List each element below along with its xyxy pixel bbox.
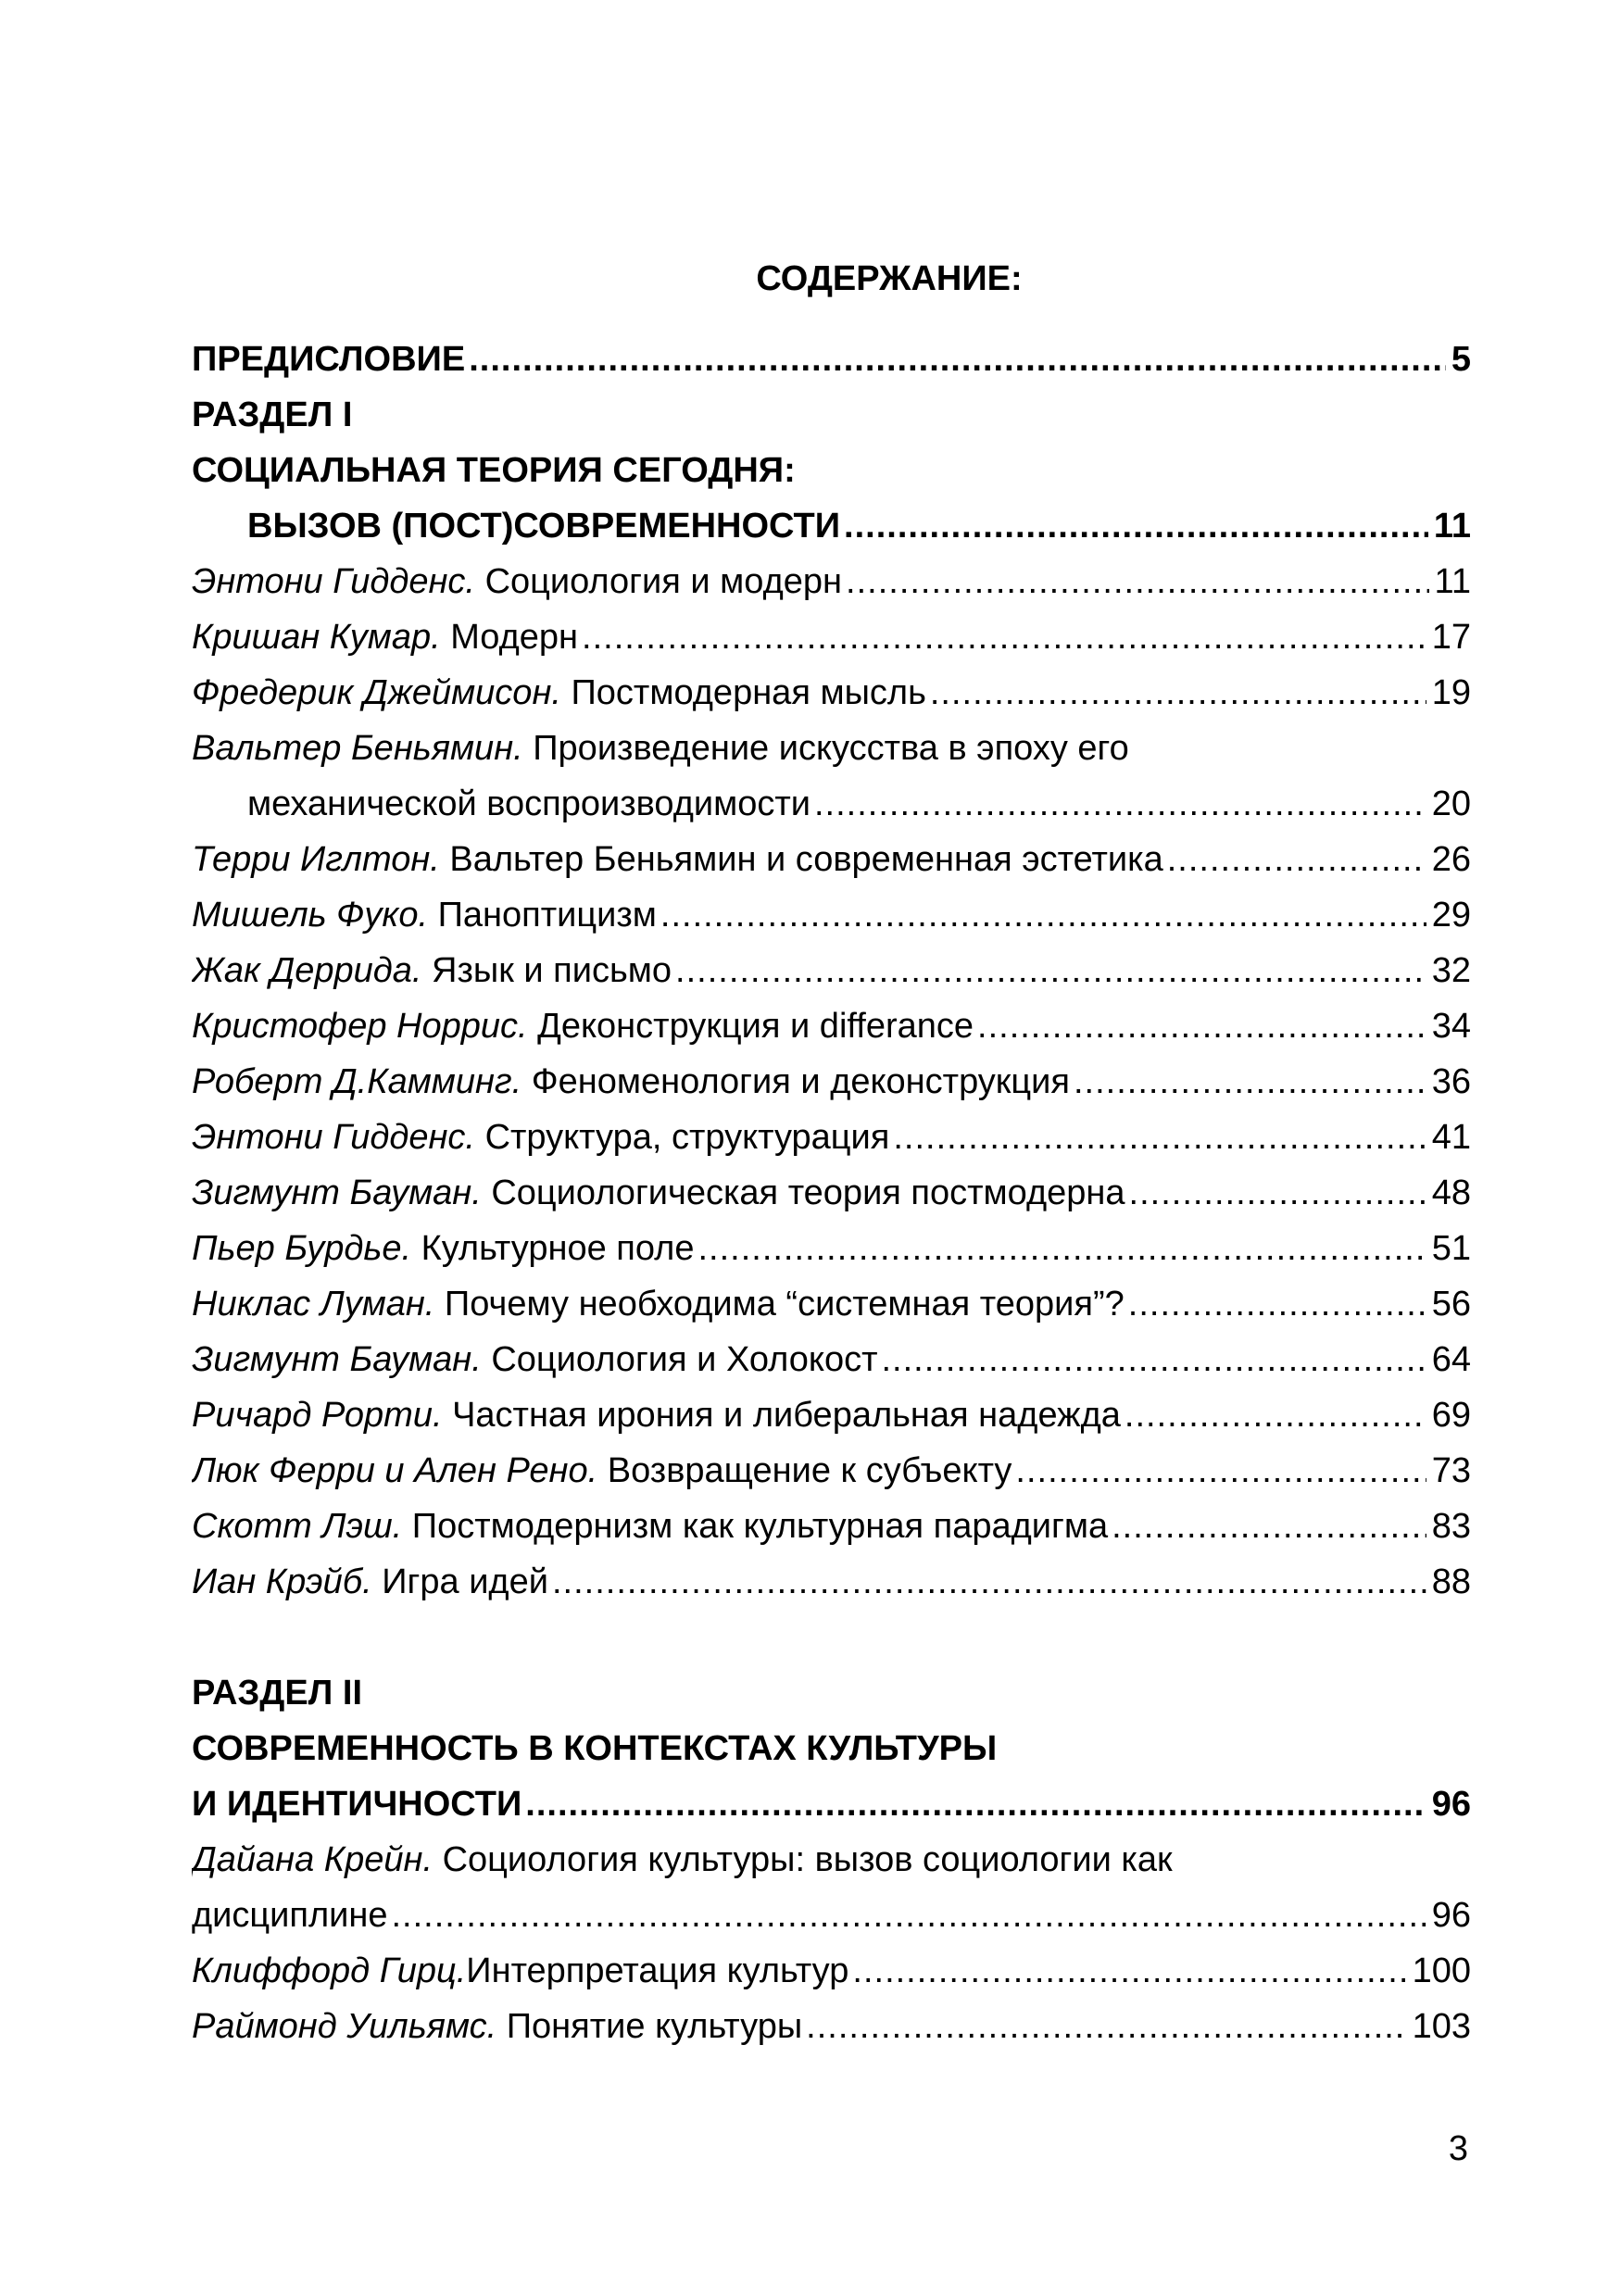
entry-page: 83	[1431, 1507, 1471, 1546]
section1-subtitle-row	[247, 498, 1471, 554]
entry-page: 88	[1431, 1562, 1471, 1601]
entry-title: Частная ирония и либеральная надежда	[452, 1396, 1121, 1435]
entry-author: Фредерик Джеймисон.	[192, 673, 561, 712]
entry-title: Язык и письмо	[432, 951, 672, 990]
section1-label: РАЗДЕЛ I	[192, 395, 353, 434]
dot-leader	[660, 887, 1426, 943]
entry-title: Произведение искусства в эпоху его	[533, 729, 1129, 768]
entry-page: 29	[1431, 896, 1471, 935]
entry-page: 64	[1431, 1340, 1471, 1379]
entry-title: Социология и Холокост	[491, 1340, 878, 1379]
entry-author: Клиффорд Гирц.	[192, 1951, 467, 1990]
dot-leader	[806, 1999, 1406, 2054]
entry-author: Иан Крэйб.	[192, 1562, 372, 1601]
entry-title-continuation: механической воспроизводимости	[247, 784, 810, 823]
dot-leader	[814, 776, 1426, 832]
entry-author: Мишель Фуко.	[192, 896, 429, 935]
entry-title: Возвращение к субъекту	[607, 1451, 1012, 1490]
dot-leader	[1167, 832, 1426, 887]
entry-title: Феноменология и деконструкция	[531, 1062, 1070, 1101]
dot-leader	[697, 1221, 1426, 1276]
dot-leader	[1112, 1499, 1426, 1554]
dot-leader	[844, 498, 1428, 554]
entry-page: 96	[1431, 1896, 1471, 1935]
toc-entry	[192, 1276, 1471, 1332]
entry-page: 73	[1431, 1451, 1471, 1490]
entry-author: Ричард Рорти.	[192, 1396, 443, 1435]
toc-entry	[192, 1221, 1471, 1276]
entry-title: Вальтер Беньямин и современная эстетика	[449, 840, 1163, 879]
toc-entry	[192, 1943, 1471, 1999]
toc-entry	[192, 998, 1471, 1054]
entry-author: Энтони Гидденс.	[192, 562, 475, 601]
section2-label: РАЗДЕЛ II	[192, 1674, 363, 1713]
entry-title: Понятие культуры	[506, 2007, 803, 2046]
entry-title: Социология и модерн	[484, 562, 843, 601]
toc-entry	[192, 1999, 1471, 2054]
toc-entry	[192, 832, 1471, 887]
entry-page: 69	[1431, 1396, 1471, 1435]
entry-author: Раймонд Уильямс.	[192, 2007, 497, 2046]
dot-leader	[893, 1110, 1426, 1165]
entry-title: Социологическая теория постмодерна	[491, 1173, 1125, 1212]
toc-entry	[192, 1387, 1471, 1443]
toc-entry	[192, 1554, 1471, 1610]
preface-page: 5	[1451, 340, 1471, 379]
section1-title: СОЦИАЛЬНАЯ ТЕОРИЯ СЕГОДНЯ:	[192, 451, 796, 490]
section1-subtitle: ВЫЗОВ (ПОСТ)СОВРЕМЕННОСТИ	[247, 507, 841, 546]
toc-entry-continuation	[247, 776, 1471, 832]
dot-leader	[1129, 1165, 1426, 1221]
entry-author: Зигмунт Бауман.	[192, 1340, 482, 1379]
section1-page: 11	[1433, 507, 1471, 546]
section2-subtitle: И ИДЕНТИЧНОСТИ	[192, 1785, 522, 1824]
dot-leader	[846, 554, 1429, 609]
dot-leader	[582, 609, 1426, 665]
dot-leader	[1074, 1054, 1426, 1110]
entry-author: Роберт Д.Камминг.	[192, 1062, 522, 1101]
entry-author: Зигмунт Бауман.	[192, 1173, 482, 1212]
entry-page: 103	[1412, 2007, 1471, 2046]
dot-leader	[1128, 1276, 1426, 1332]
toc-entry	[192, 1499, 1471, 1554]
toc-entry	[192, 1054, 1471, 1110]
toc-entry-continuation	[192, 1888, 1471, 1943]
dot-leader	[525, 1776, 1426, 1832]
entry-page: 34	[1431, 1007, 1471, 1046]
toc-entry	[192, 609, 1471, 665]
section2-page: 96	[1431, 1785, 1471, 1824]
section2-title: СОВРЕМЕННОСТЬ В КОНТЕКСТАХ КУЛЬТУРЫ	[192, 1729, 998, 1768]
dot-leader	[882, 1332, 1426, 1387]
toc-entry-preface	[192, 332, 1471, 387]
toc-entry	[192, 554, 1471, 609]
dot-leader	[1015, 1443, 1426, 1499]
toc-heading: СОДЕРЖАНИЕ:	[756, 259, 1023, 298]
entry-title-continuation: дисциплине	[192, 1896, 388, 1935]
entry-page: 32	[1431, 951, 1471, 990]
entry-author: Пьер Бурдье.	[192, 1229, 412, 1268]
entry-page: 100	[1412, 1951, 1471, 1990]
toc-entry	[192, 943, 1471, 998]
entry-author: Скотт Лэш.	[192, 1507, 403, 1546]
entry-title: Структура, структурация	[484, 1118, 890, 1157]
entry-title: Постмодерная мысль	[571, 673, 926, 712]
dot-leader	[852, 1943, 1406, 1999]
entry-title: Социология культуры: вызов социологии как	[442, 1840, 1173, 1879]
entry-page: 19	[1431, 673, 1471, 712]
dot-leader	[392, 1888, 1426, 1943]
entry-page: 20	[1431, 784, 1471, 823]
entry-author: Энтони Гидденс.	[192, 1118, 475, 1157]
entry-author: Люк Ферри и Ален Рено.	[192, 1451, 598, 1490]
entry-author: Кристофер Норрис.	[192, 1007, 528, 1046]
entry-page: 41	[1431, 1118, 1471, 1157]
entry-title: Культурное поле	[421, 1229, 695, 1268]
entry-page: 51	[1431, 1229, 1471, 1268]
entry-title: Интерпретация культур	[466, 1951, 849, 1990]
entry-page: 56	[1431, 1285, 1471, 1324]
dot-leader	[930, 665, 1426, 721]
toc-entry	[192, 1110, 1471, 1165]
dot-leader	[552, 1554, 1426, 1610]
toc-entry	[192, 887, 1471, 943]
entry-page: 17	[1431, 618, 1471, 657]
entry-page: 48	[1431, 1173, 1471, 1212]
toc-entry	[192, 1332, 1471, 1387]
dot-leader	[675, 943, 1426, 998]
page-number: 3	[1448, 2129, 1468, 2168]
entry-title: Паноптицизм	[437, 896, 657, 935]
dot-leader	[469, 332, 1446, 387]
entry-author: Кришан Кумар.	[192, 618, 441, 657]
preface-title: ПРЕДИСЛОВИЕ	[192, 340, 466, 379]
entry-title: Деконструкция и differance	[537, 1007, 974, 1046]
section2-subtitle-row	[192, 1776, 1471, 1832]
toc-entry	[192, 1165, 1471, 1221]
toc-entry	[192, 1443, 1471, 1499]
entry-author: Дайана Крейн.	[192, 1840, 434, 1879]
entry-author: Терри Иглтон.	[192, 840, 440, 879]
entry-title: Почему необходима “системная теория”?	[444, 1285, 1125, 1324]
entry-author: Никлас Луман.	[192, 1285, 435, 1324]
entry-page: 36	[1431, 1062, 1471, 1101]
toc-entry-first-line	[192, 721, 1471, 776]
entry-page: 11	[1434, 562, 1471, 601]
entry-title: Постмодернизм как культурная парадигма	[411, 1507, 1109, 1546]
entry-author: Жак Деррида.	[192, 951, 422, 990]
entry-title: Модерн	[450, 618, 579, 657]
entry-page: 26	[1431, 840, 1471, 879]
toc-entry-first-line	[192, 1832, 1471, 1888]
dot-leader	[1125, 1387, 1426, 1443]
entry-title: Игра идей	[382, 1562, 548, 1601]
entry-author: Вальтер Беньямин.	[192, 729, 523, 768]
dot-leader	[977, 998, 1426, 1054]
toc-entry	[192, 665, 1471, 721]
